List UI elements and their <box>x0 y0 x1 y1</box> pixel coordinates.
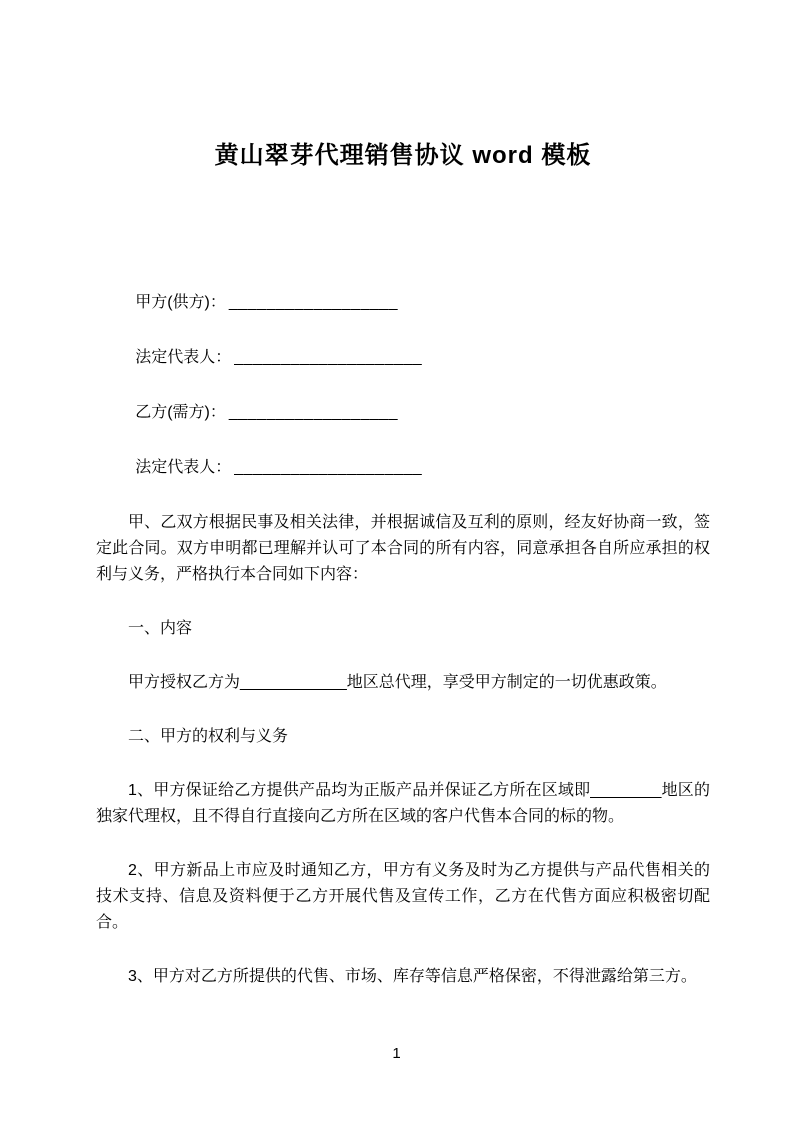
field-party-a-label: 甲方(供方)： <box>135 294 226 311</box>
field-legal-rep-b-blank: ____________________ <box>234 459 423 476</box>
section-2-clause-3: 3、甲方对乙方所提供的代售、市场、库存等信息严格保密，不得泄露给第三方。 <box>128 968 697 985</box>
field-legal-rep-b-label: 法定代表人： <box>135 459 232 476</box>
intro-paragraph: 甲、乙双方根据民事及相关法律，并根据诚信及互利的原则，经友好协商一致，签定此合同。双方申明都已理解并认可了本合同的所有内容，同意承担各自所应承担的权利与义务，严格执行本合同如下内容： <box>96 514 710 583</box>
field-party-b-label: 乙方(需方)： <box>135 404 226 421</box>
document-title: 黄山翠芽代理销售协议 word 模板 <box>214 142 592 169</box>
section-1-heading: 一、内容 <box>128 620 193 637</box>
section-2-heading: 二、甲方的权利与义务 <box>128 728 289 745</box>
field-party-b <box>96 400 710 426</box>
field-party-b-blank: __________________ <box>228 404 399 421</box>
field-party-a <box>96 290 710 316</box>
field-party-a-blank: __________________ <box>228 294 399 311</box>
section-2-clause-2: 2、甲方新品上市应及时通知乙方，甲方有义务及时为乙方提供与产品代售相关的技术支持、信息及资料便于乙方开展代售及宣传工作，乙方在代售方面应积极密切配合。 <box>96 862 710 931</box>
field-legal-rep-a-label: 法定代表人： <box>135 349 232 366</box>
field-legal-rep-a <box>96 345 710 371</box>
field-legal-rep-b <box>96 455 710 481</box>
section-2-clause-1: 1、甲方保证给乙方提供产品均为正版产品并保证乙方所在区域即________地区的独家代理权，且不得自行直接向乙方所在区域的客户代售本合同的标的物。 <box>96 782 710 825</box>
field-legal-rep-a-blank: ____________________ <box>234 349 423 366</box>
page-number: 1 <box>392 1045 401 1062</box>
section-1-text: 甲方授权乙方为____________地区总代理，享受甲方制定的一切优惠政策。 <box>128 674 667 691</box>
party-fields <box>96 290 710 481</box>
